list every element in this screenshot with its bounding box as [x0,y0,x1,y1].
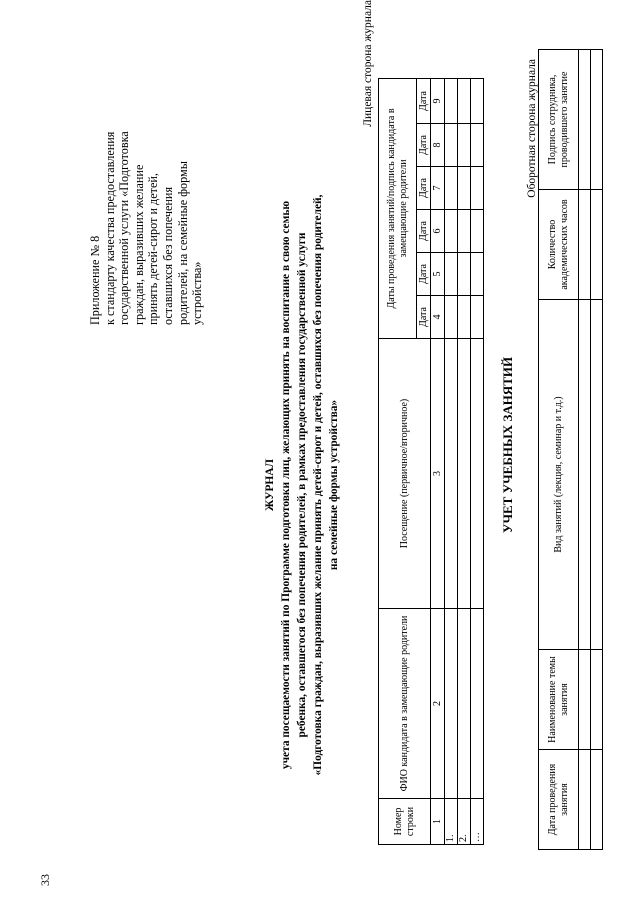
journal-subtitle-line: «Подготовка граждан, выразивших желание принять детей-сирот и детей, оставшихся без попечения родителей, [312,194,324,776]
table-row [471,78,484,844]
table-cell [591,300,603,650]
appendix-line: Приложение № 8 [88,235,102,325]
table-cell [458,167,471,210]
appendix-line: оставшихся без попечения [160,186,175,325]
table-cell [471,609,484,799]
appendix-line: государственной услуги «Подготовка [117,131,132,325]
table-row [591,50,603,850]
header-date: Дата [417,167,431,210]
table-cell [458,124,471,167]
table-cell [458,609,471,799]
table-cell [458,78,471,123]
appendix-note [88,75,205,325]
header-date: Дата [417,78,431,123]
attendance-table [378,78,484,845]
column-number: 5 [431,253,445,296]
table-row [458,78,471,844]
table-cell [471,78,484,123]
table-row [445,78,458,844]
table-cell [445,167,458,210]
header-topic-name: Наименование темы занятия [539,650,579,750]
table-cell [471,124,484,167]
appendix-line: принять детей-сирот и детей, [146,173,161,325]
journal-heading [262,125,342,845]
row-number-cell: … [471,799,484,845]
table-cell [445,124,458,167]
column-number: 7 [431,167,445,210]
column-number: 6 [431,210,445,253]
column-number: 4 [431,296,445,339]
column-number: 2 [431,609,445,799]
table-cell [471,167,484,210]
table-cell [579,50,591,190]
table-cell [445,210,458,253]
table-cell [471,253,484,296]
header-signature: Подпись сотрудника, проводившего занятие [539,50,579,190]
appendix-line: устройства» [190,261,205,325]
table-cell [458,339,471,609]
table-cell [471,210,484,253]
table-cell [458,210,471,253]
table-cell [591,190,603,300]
header-dates-group: Даты проведения занятий/подпись кандидата в замещающие родители [379,78,417,338]
row-number-cell: 2. [458,799,471,845]
header-visit: Посещение (первичное/вторичное) [379,339,431,609]
front-side-caption-text: Лицевая сторона журнала [362,0,374,127]
header-date: Дата [417,210,431,253]
appendix-line: родителей, на семейные формы [175,161,190,325]
header-date: Дата [417,253,431,296]
table-cell [591,750,603,850]
table-cell [445,78,458,123]
study-section-title: УЧЕТ УЧЕБНЫХ ЗАНЯТИЙ [500,356,515,534]
column-number: 8 [431,124,445,167]
table-cell [579,190,591,300]
table-cell [471,339,484,609]
journal-subtitle-line: ребенка, оставшегося без попечения родителей, в рамках предоставления государственной услуги [296,232,308,738]
row-number-cell: 1. [445,799,458,845]
column-number: 3 [431,339,445,609]
back-side-caption: Оборотная сторона журнала [526,59,538,198]
table-cell [445,253,458,296]
table-cell [591,650,603,750]
journal-title: ЖУРНАЛ [264,459,276,511]
study-table [538,49,603,850]
header-date-of-class: Дата проведения занятия [539,750,579,850]
table-cell [471,296,484,339]
table-cell [445,609,458,799]
table-cell [591,50,603,190]
table-cell [445,339,458,609]
table-cell [445,296,458,339]
header-fio: ФИО кандидата в замещающие родители [379,609,431,799]
header-date: Дата [417,296,431,339]
header-academic-hours: Количество академических часов [539,190,579,300]
header-row-number: Номер строки [379,799,431,845]
table-cell [458,253,471,296]
table-cell [579,750,591,850]
column-number: 1 [431,799,445,845]
header-class-type: Вид занятий (лекция, семинар и т.д.) [539,300,579,650]
journal-subtitle-line: на семейные формы устройства» [328,399,340,571]
page-number: 33 [38,874,52,886]
table-cell [579,300,591,650]
appendix-line: к стандарту качества предоставления [102,131,117,325]
table-cell [458,296,471,339]
column-number: 9 [431,78,445,123]
table-row [579,50,591,850]
header-date: Дата [417,124,431,167]
table-cell [579,650,591,750]
journal-subtitle-line: учета посещаемости занятий по Программе подготовки лиц, желающих принять на воспитание в свою семью [280,200,292,770]
appendix-line: граждан, выразивших желание [131,164,146,325]
